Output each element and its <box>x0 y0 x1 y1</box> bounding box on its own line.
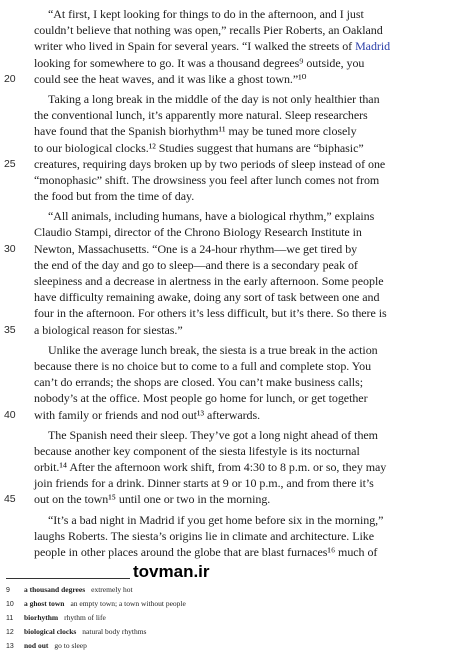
line-number: 25 <box>4 157 16 170</box>
text-line <box>34 512 444 528</box>
line-text: The Spanish need their sleep. They’ve got a long night ahead of them <box>48 427 378 442</box>
line-text: with family or friends and nod out¹³ afterwards. <box>34 407 261 422</box>
footnote-definition: extremely hot <box>91 585 133 594</box>
line-text: people in other places around the globe that are blast furnaces¹⁶ much of <box>34 545 378 559</box>
paragraph <box>4 91 444 204</box>
footnote-term: biological clocks <box>24 627 77 636</box>
text-line <box>34 459 444 475</box>
line-text: “monophasic” shift. The drowsiness you feel after lunch comes not from <box>34 172 380 187</box>
text-line <box>4 407 444 423</box>
text-line <box>34 172 444 188</box>
line-text: orbit.¹⁴ After the afternoon work shift, from 4:30 to 8 p.m. or so, they may <box>34 460 387 475</box>
text-line <box>34 123 444 139</box>
text-line <box>34 475 444 491</box>
text-line <box>34 427 444 443</box>
text-line <box>34 38 444 54</box>
footnote-term: a ghost town <box>24 599 65 608</box>
line-text: the end of the day and go to sleep—and there is a secondary peak of <box>34 257 358 272</box>
footnote-divider <box>6 578 130 579</box>
text-line <box>34 140 444 156</box>
line-number: 30 <box>4 242 16 255</box>
line-number: 40 <box>4 408 16 421</box>
line-text: can’t do errands; the shops are closed. You can’t make business calls; <box>34 375 363 390</box>
footnote-definition: natural body rhythms <box>82 627 147 636</box>
text-line <box>34 6 444 22</box>
line-text: out on the town¹⁵ until one or two in the morning. <box>34 492 271 507</box>
line-text: laughs Roberts. The siesta’s origins lie in climate and architecture. Like <box>34 528 374 543</box>
line-text: “It’s a bad night in Madrid if you get home before six in the morning,” <box>48 512 384 527</box>
line-text: to our biological clocks.¹² Studies suggest that humans are “biphasic” <box>34 140 364 155</box>
line-text: creatures, requiring days broken up by two periods of sleep instead of one <box>34 156 386 171</box>
text-line <box>34 544 444 560</box>
footnote-number: 12 <box>6 629 14 636</box>
line-text: “At first, I kept looking for things to do in the afternoon, and I just <box>48 7 364 21</box>
paragraph <box>4 427 444 508</box>
footnote-item <box>6 583 426 597</box>
paragraph <box>34 512 444 561</box>
text-line <box>34 358 444 374</box>
footnote-definition: rhythm of life <box>64 613 106 622</box>
text-line <box>4 322 444 338</box>
text-line <box>34 528 444 544</box>
line-text: couldn’t believe that nothing was open,” recalls Pier Roberts, an Oakland <box>34 23 383 38</box>
text-line <box>34 305 444 321</box>
line-text: because there is no choice but to come to a full and complete stop. You <box>34 358 372 373</box>
footnote-number: 11 <box>6 615 14 622</box>
footnote-term: biorhythm <box>24 613 59 622</box>
footnote-number: 10 <box>6 601 14 608</box>
line-text: join friends for a drink. Dinner starts at 9 or 10 p.m., and from there it’s <box>34 476 374 491</box>
text-line <box>34 289 444 305</box>
footnotes <box>6 583 426 653</box>
text-line <box>34 107 444 123</box>
body-text <box>4 6 444 564</box>
text-line <box>34 273 444 289</box>
line-text: Claudio Stampi, director of the Chrono Biology Research Institute in <box>34 225 362 240</box>
paragraph <box>4 342 444 423</box>
line-text: Taking a long break in the middle of the day is not only healthier than <box>48 91 380 106</box>
footnote-number: 13 <box>6 643 14 650</box>
text-line <box>34 342 444 358</box>
line-text: nobody’s at the office. Most people go home for lunch, or get together <box>34 391 368 406</box>
footnote-definition: go to sleep <box>54 641 87 650</box>
line-text: looking for somewhere to go. It was a thousand degrees⁹ outside, you <box>34 55 365 70</box>
text-line <box>34 91 444 107</box>
footnote-item <box>6 625 426 639</box>
text-line <box>34 443 444 459</box>
text-line <box>4 241 444 257</box>
paragraph <box>4 6 444 87</box>
line-text: sleepiness and a decrease in alertness in the early afternoon. Some people <box>34 274 384 288</box>
line-text: “All animals, including humans, have a biological rhythm,” explains <box>48 209 375 224</box>
line-number: 20 <box>4 72 16 85</box>
footnote-number: 9 <box>6 587 10 594</box>
text-line <box>34 208 444 224</box>
line-text: four in the afternoon. For others it’s less difficult, but it’s there. So there is <box>34 306 387 321</box>
footnote-definition: an empty town; a town without people <box>70 599 186 608</box>
line-text: the food but from the time of day. <box>34 189 195 204</box>
text-line <box>34 390 444 406</box>
line-number: 45 <box>4 493 16 506</box>
text-line <box>34 374 444 390</box>
line-text: writer who lived in Spain for several years. “I walked the streets of Madrid <box>34 39 391 54</box>
footnote-item <box>6 611 426 625</box>
footnote-term: a thousand degrees <box>24 585 86 594</box>
watermark: tovman.ir <box>133 562 210 581</box>
line-text: could see the heat waves, and it was like a ghost town.”¹⁰ <box>34 71 307 86</box>
footnote-item <box>6 597 426 611</box>
line-text: Newton, Massachusetts. “One is a 24-hour rhythm—we get tired by <box>34 241 358 256</box>
line-text: have difficulty remaining awake, doing any sort of task between one and <box>34 290 380 305</box>
line-text: have found that the Spanish biorhythm¹¹ may be tuned more closely <box>34 124 357 139</box>
text-line <box>4 156 444 172</box>
text-line <box>34 55 444 71</box>
text-line <box>34 224 444 240</box>
footnote-item <box>6 639 426 653</box>
line-text: a biological reason for siestas.” <box>34 322 183 337</box>
text-line <box>34 257 444 273</box>
line-number: 35 <box>4 323 16 336</box>
footnote-term: nod out <box>24 641 49 650</box>
line-text: the conventional lunch, it’s apparently more natural. Sleep researchers <box>34 108 368 123</box>
highlighted-word: Madrid <box>355 39 391 54</box>
text-line <box>4 491 444 507</box>
line-text: Unlike the average lunch break, the siesta is a true break in the action <box>48 342 378 357</box>
paragraph <box>4 208 444 338</box>
line-text: because another key component of the siesta lifestyle is its nocturnal <box>34 443 360 458</box>
text-line <box>34 22 444 38</box>
text-line <box>34 188 444 204</box>
text-line <box>4 71 444 87</box>
